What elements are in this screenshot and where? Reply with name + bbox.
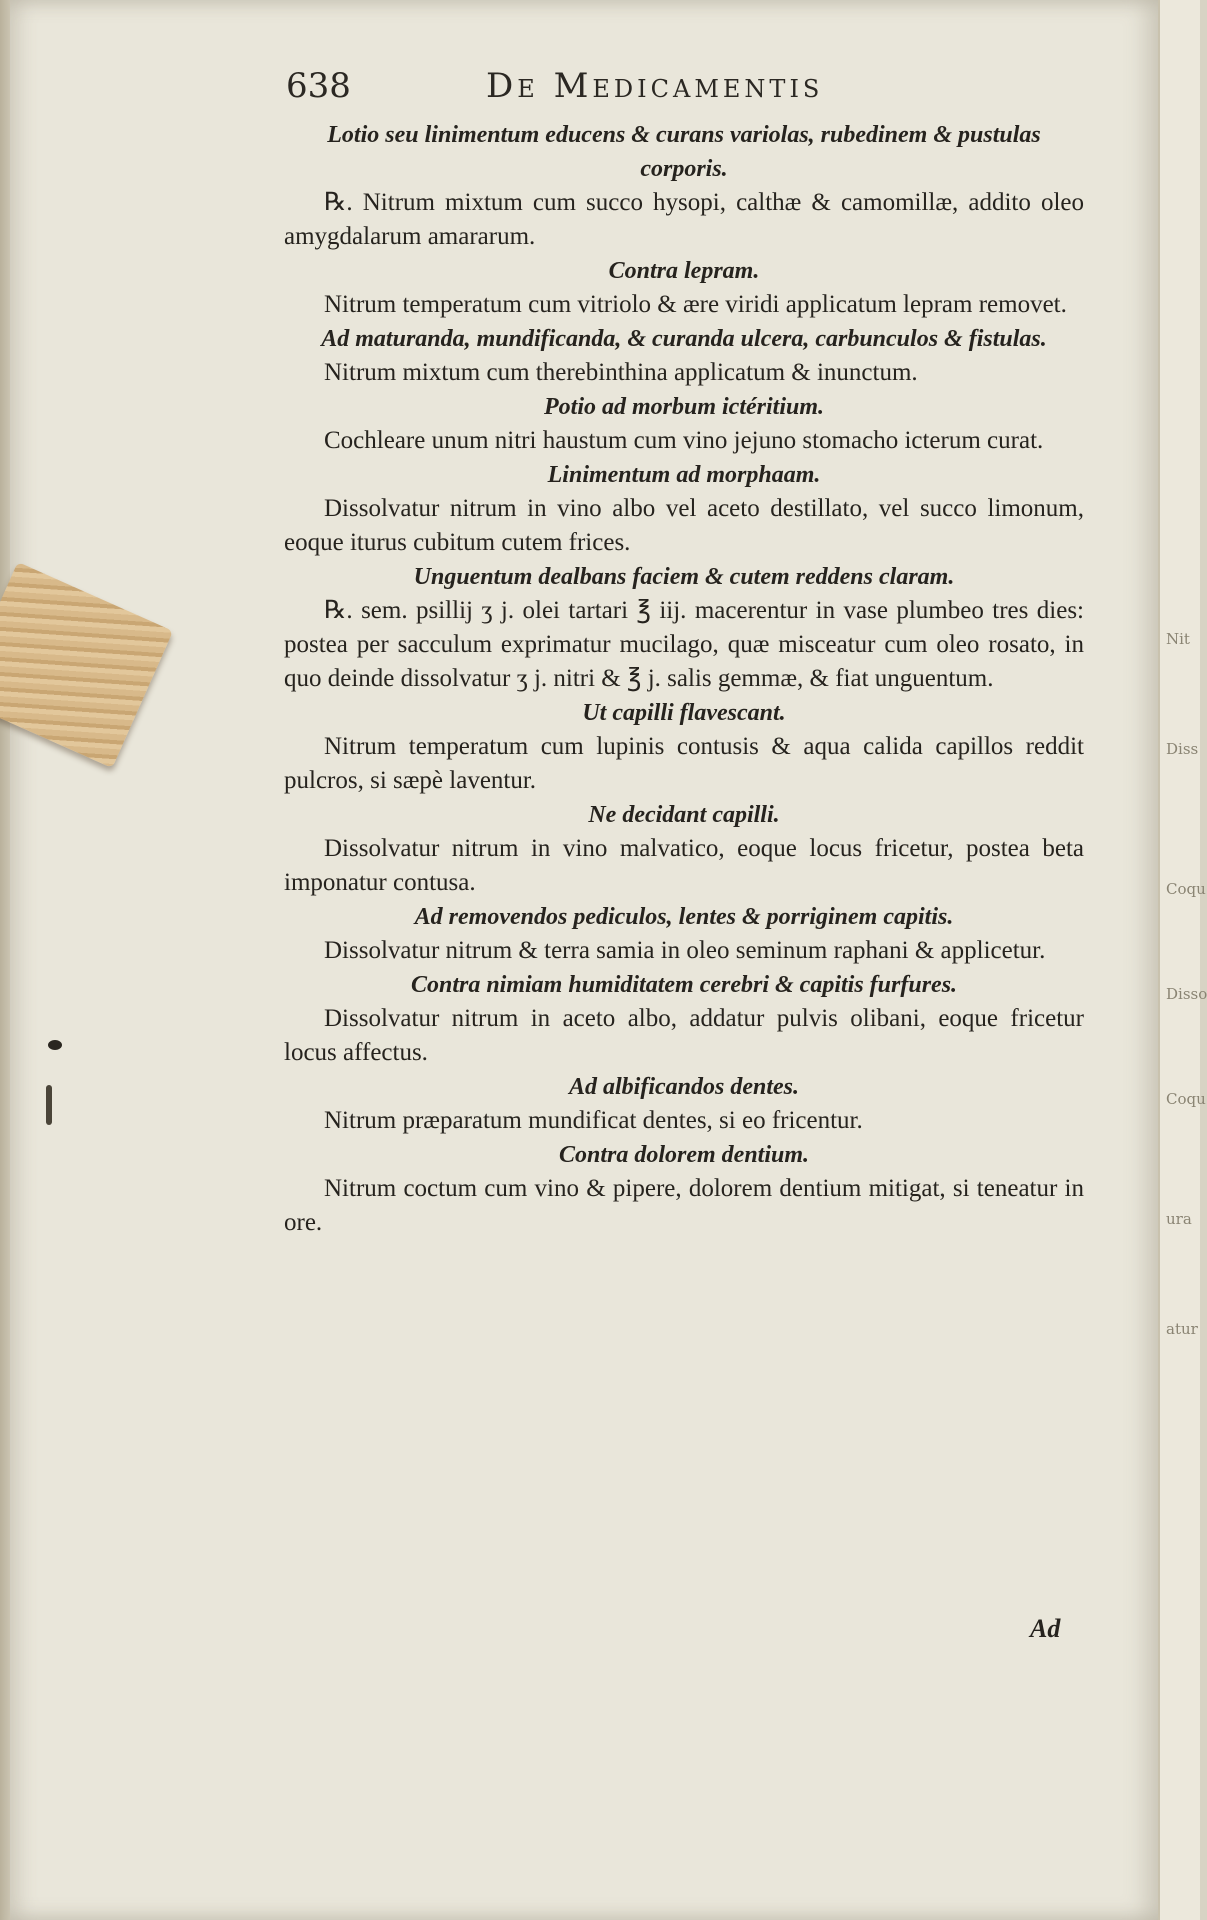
recipe-body: Nitrum coctum cum vino & pipere, dolorem dentium mitigat, si teneatur in ore. — [284, 1175, 1084, 1236]
recipe-heading: Contra dolorem dentium. — [558, 1142, 810, 1168]
recipe-section — [284, 696, 1084, 798]
recipe-body: Cochleare unum nitri haustum cum vino jejuno stomacho icterum curat. — [324, 427, 1044, 454]
recipe-heading: Unguentum dealbans faciem & cutem reddens claram. — [413, 564, 955, 590]
recipe-body: Nitrum mixtum cum therebinthina applicatum & inunctum. — [324, 359, 918, 386]
page-number: 638 — [286, 66, 351, 106]
facing-page-fragment: Coqu — [1166, 1090, 1206, 1108]
recipe-heading: Ad maturanda, mundificanda, & curanda ulcera, carbunculos & fistulas. — [321, 326, 1047, 352]
running-title: De Medicamentis — [486, 66, 824, 106]
facing-page-fragment: Diss — [1166, 740, 1199, 758]
recipe-heading: Ne decidant capilli. — [588, 802, 780, 828]
recipe-body: Dissolvatur nitrum in vino malvatico, eoque locus fricetur, postea beta imponatur contusa. — [284, 835, 1084, 896]
recipe-heading: Ad removendos pediculos, lentes & porriginem capitis. — [414, 904, 954, 930]
recipe-heading: Contra nimiam humiditatem cerebri & capitis furfures. — [410, 972, 958, 998]
recipe-body: Dissolvatur nitrum in vino albo vel aceto destillato, vel succo limonum, eoque iturus cubitum cutem frices. — [284, 495, 1084, 556]
facing-page-fragment: Disso — [1166, 985, 1207, 1003]
recipe-body: Nitrum præparatum mundificat dentes, si eo fricentur. — [324, 1107, 863, 1134]
facing-page-fragment: Coqu — [1166, 880, 1206, 898]
recipe-section — [284, 390, 1084, 458]
ink-mark — [46, 1085, 52, 1125]
recipe-section — [284, 1138, 1084, 1240]
page-text — [284, 118, 1084, 1240]
recipe-heading: Lotio seu linimentum educens & curans variolas, rubedinem & pustulas corporis. — [327, 122, 1041, 182]
facing-page-fragment: atur — [1166, 1320, 1198, 1338]
facing-page-fragment: Nit — [1166, 630, 1190, 648]
recipe-section — [284, 118, 1084, 254]
facing-page-edge — [1158, 0, 1207, 1920]
recipe-section — [284, 322, 1084, 390]
facing-page-fragment: ura — [1166, 1210, 1192, 1228]
recipe-section — [284, 560, 1084, 696]
recipe-body: Dissolvatur nitrum in aceto albo, addatur pulvis olibani, eoque fricetur locus affectus. — [284, 1005, 1084, 1066]
catchword: Ad — [1030, 1614, 1061, 1643]
recipe-body: Dissolvatur nitrum & terra samia in oleo seminum raphani & applicetur. — [324, 937, 1046, 964]
page-header — [286, 66, 906, 116]
recipe-heading: Ut capilli flavescant. — [582, 700, 786, 726]
recipe-section — [284, 798, 1084, 900]
recipe-section — [284, 458, 1084, 560]
recipe-body: ℞. Nitrum mixtum cum succo hysopi, calthæ & camomillæ, addito oleo amygdalarum amararum. — [284, 189, 1084, 250]
recipe-heading: Ad albificandos dentes. — [568, 1074, 799, 1100]
recipe-section — [284, 254, 1084, 322]
recipe-section — [284, 900, 1084, 968]
recipe-section — [284, 968, 1084, 1070]
ink-spot — [48, 1040, 62, 1050]
recipe-body: Nitrum temperatum cum lupinis contusis & aqua calida capillos reddit pulcros, si sæpè laventur. — [284, 733, 1084, 794]
recipe-heading: Potio ad morbum ictéritium. — [543, 394, 825, 420]
recipe-section — [284, 1070, 1084, 1138]
recipe-body: Nitrum temperatum cum vitriolo & ære viridi applicatum lepram removet. — [324, 291, 1067, 318]
recipe-heading: Linimentum ad morphaam. — [547, 462, 821, 488]
recipe-heading: Contra lepram. — [608, 258, 760, 284]
recipe-body: ℞. sem. psillij ʒ j. olei tartari ℥ iij. macerentur in vase plumbeo tres dies: postea per sacculum exprimatur mucilago, quæ misceatur cum oleo rosato, in quo deinde dissolvatur ʒ j. nitri & ℥ j. salis gemmæ, & fiat unguentum. — [284, 597, 1084, 692]
